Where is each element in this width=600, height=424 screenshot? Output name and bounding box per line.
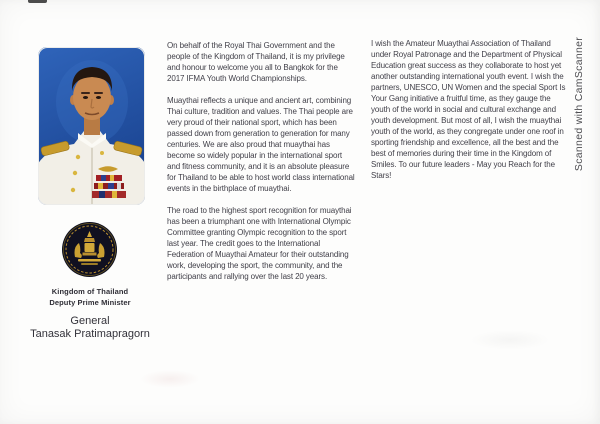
camscanner-watermark: Scanned with CamScanner xyxy=(573,36,585,172)
signatory-org-line1: Kingdom of Thailand xyxy=(51,287,129,296)
ribbon-rack xyxy=(92,175,126,198)
signatory-org xyxy=(16,286,164,308)
letter-paragraph: I wish the Amateur Muaythai Association of Thailand under Royal Patronage and the Department of Physical Education great success as they collaborate to host yet another outstanding international youth event. I wish the partners, UNESCO, UN Women and the special Sport Is Your Gang initiative a fruitful time, as they gauge the youth of the world in social and cultural exchange and youth development. But most of all, I wish the muaythai youth of the world, as they congregate under one roof in sporting friendship and excellence, all the best and the best of memories during their time in the Kingdom of Smiles. To our future leaders - May you Reach for the Stars! xyxy=(371,39,566,180)
letter-paragraph: The road to the highest sport recognition for muaythai has been a triumphant one with International Olympic Committee granting Olympic recognition to the sport last year. The credit goes to the International Federation of Muaythai Amateur for their outstanding work, developing the sport, the community, and the participants and rallying over the last 20 years. xyxy=(167,206,352,281)
portrait-photo-graphic xyxy=(38,47,145,205)
scan-noise xyxy=(140,370,200,388)
letter-paragraph: Muaythai reflects a unique and ancient art, combining Thai culture, tradition and values. The Thai people are very proud of their national sport, which has been passed down from generation to generation for many centuries. We are also proud that muaythai has become so widely popular in the international sport and fitness community, and it is an absolute pleasure for Thailand to be able to host world class international events in the birthplace of muaythai. xyxy=(167,96,355,193)
signatory-full-name: Tanasak Pratimapragorn xyxy=(30,328,150,340)
signatory-org-line2: Deputy Prime Minister xyxy=(49,298,131,307)
scan-noise xyxy=(470,330,550,350)
signatory-rank: General xyxy=(70,315,110,327)
letter-column-left xyxy=(167,40,357,293)
portrait-photo xyxy=(38,47,145,205)
signatory xyxy=(6,315,174,341)
letter-paragraph: On behalf of the Royal Thai Government and the people of the Kingdom of Thailand, it is my privilege and honour to welcome you all to Bangkok for the 2017 IFMA Youth World Championships. xyxy=(167,41,345,83)
thai-government-seal-icon xyxy=(61,221,118,278)
scan-artifact-top-edge xyxy=(28,0,47,3)
letter-column-right xyxy=(371,38,568,192)
